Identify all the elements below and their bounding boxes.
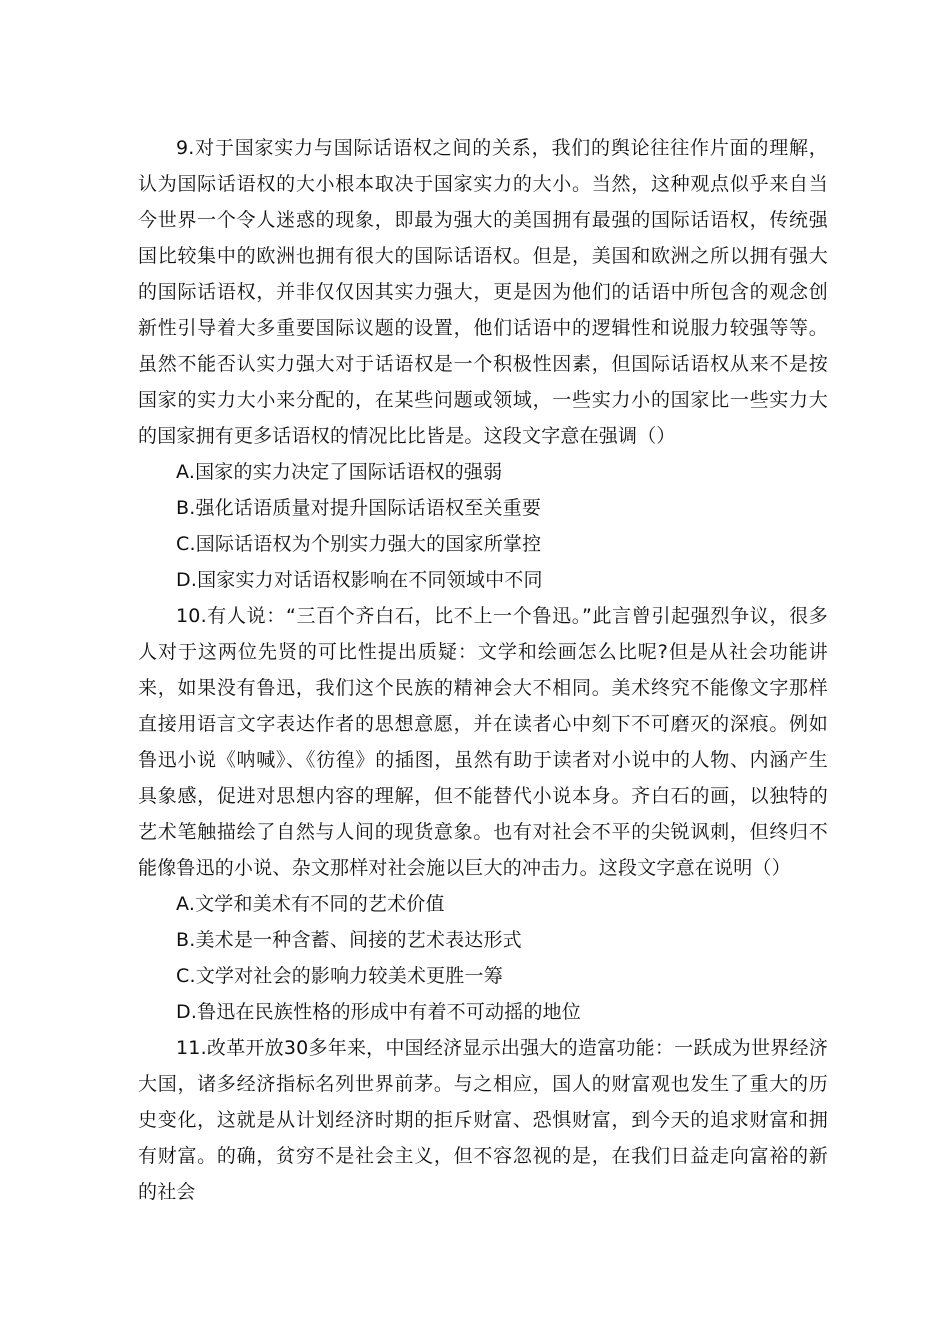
option-a: A.国家的实力决定了国际话语权的强弱	[176, 461, 503, 483]
question-9	[138, 130, 828, 598]
document-body	[138, 130, 828, 1210]
question-10	[138, 598, 828, 1030]
option-c: C.文学对社会的影响力较美术更胜一筹	[176, 965, 503, 987]
option-b: B.美术是一种含蓄、间接的艺术表达形式	[176, 929, 522, 951]
question-stem: 9.对于国家实力与国际话语权之间的关系，我们的舆论往往作片面的理解，认为国际话语权的大小根本取决于国家实力的大小。当然，这种观点似乎来自当今世界一个令人迷惑的现象，即最为强大的美国拥有最强的国际话语权，传统强国比较集中的欧洲也拥有很大的国际话语权。但是，美国和欧洲之所以拥有强大的国际话语权，并非仅仅因其实力强大，更是因为他们的话语中所包含的观念创新性引导着大多重要国际议题的设置，他们话语中的逻辑性和说服力较强等等。虽然不能否认实力强大对于话语权是一个积极性因素，但国际话语权从来不是按国家的实力大小来分配的，在某些问题或领域，一些实力小的国家比一些实力大的国家拥有更多话语权的情况比比皆是。这段文字意在强调（）	[138, 137, 828, 447]
question-stem: 10.有人说：“三百个齐白石，比不上一个鲁迅。”此言曾引起强烈争议，很多人对于这两位先贤的可比性提出质疑：文学和绘画怎么比呢?但是从社会功能讲来，如果没有鲁迅，我们这个民族的精神会大不相同。美术终究不能像文字那样直接用语言文字表达作者的思想意愿，并在读者心中刻下不可磨灭的深痕。例如鲁迅小说《呐喊》、《彷徨》的插图，虽然有助于读者对小说中的人物、内涵产生具象感，促进对思想内容的理解，但不能替代小说本身。齐白石的画，以独特的艺术笔触描绘了自然与人间的现货意象。也有对社会不平的尖锐讽刺，但终归不能像鲁迅的小说、杂文那样对社会施以巨大的冲击力。这段文字意在说明（）	[138, 605, 828, 879]
question-11	[138, 1030, 828, 1210]
option-d: D.国家实力对话语权影响在不同领域中不同	[176, 569, 543, 591]
option-b: B.强化话语质量对提升国际话语权至关重要	[176, 497, 542, 519]
option-a: A.文学和美术有不同的艺术价值	[176, 893, 445, 915]
question-stem: 11.改革开放30多年来，中国经济显示出强大的造富功能：一跃成为世界经济大国，诸多经济指标名列世界前茅。与之相应，国人的财富观也发生了重大的历史变化，这就是从计划经济时期的拒斥财富、恐惧财富，到今天的追求财富和拥有财富。的确，贫穷不是社会主义，但不容忽视的是，在我们日益走向富裕的新的社会	[138, 1037, 828, 1203]
option-d: D.鲁迅在民族性格的形成中有着不可动摇的地位	[176, 1001, 582, 1023]
option-c: C.国际话语权为个别实力强大的国家所掌控	[176, 533, 542, 555]
